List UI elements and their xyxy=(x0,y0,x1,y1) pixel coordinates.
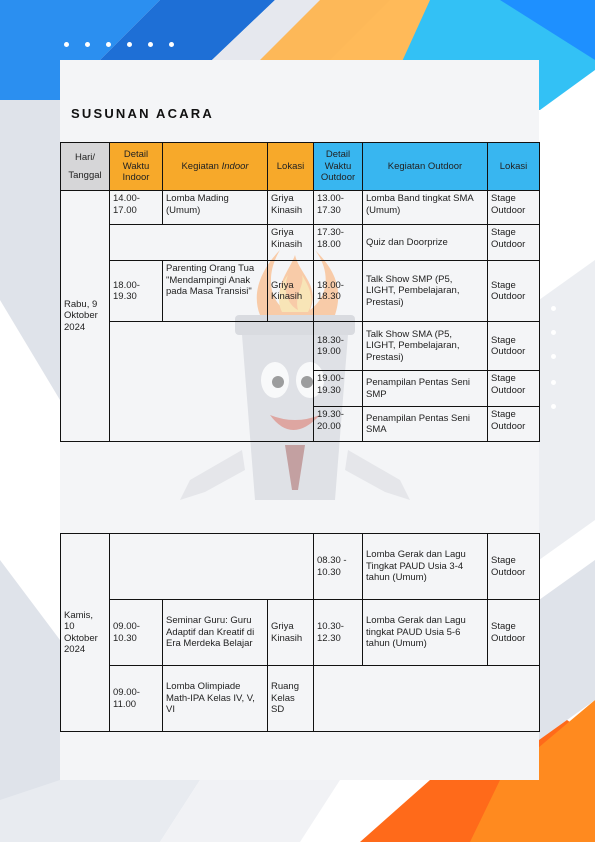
table-row xyxy=(61,322,540,371)
indoor-location: Ruang Kelas SD xyxy=(268,666,314,732)
outdoor-activity: Lomba Gerak dan Lagu tingkat PAUD Usia 5-6 tahun (Umum) xyxy=(363,600,488,666)
outdoor-time: 17.30-18.00 xyxy=(314,225,363,261)
empty-cell xyxy=(110,322,314,442)
indoor-time: 09.00-11.00 xyxy=(110,666,163,732)
schedule-table-day2 xyxy=(60,533,540,732)
header-kegiatan-outdoor: Kegiatan Outdoor xyxy=(363,143,488,191)
decor-dot xyxy=(551,380,556,385)
outdoor-location: Stage Outdoor xyxy=(488,600,540,666)
table-row xyxy=(61,225,540,261)
indoor-activity: Parenting Orang Tua "Mendampingi Anak pada Masa Transisi" xyxy=(163,261,268,322)
table-row xyxy=(61,600,540,666)
outdoor-time: 19.30-20.00 xyxy=(314,407,363,442)
decor-dot xyxy=(148,42,153,47)
indoor-location: Griya Kinasih xyxy=(268,225,314,261)
outdoor-location: Stage Outdoor xyxy=(488,261,540,322)
header-lokasi-outdoor: Lokasi xyxy=(488,143,540,191)
decor-dot xyxy=(551,282,556,287)
decor-dot xyxy=(64,42,69,47)
indoor-time: 18.00-19.30 xyxy=(110,261,163,322)
outdoor-activity: Talk Show SMP (P5, LIGHT, Pembelajaran, Prestasi) xyxy=(363,261,488,322)
decor-dot xyxy=(169,42,174,47)
header-detail-waktu-outdoor: Detail Waktu Outdoor xyxy=(314,143,363,191)
outdoor-activity: Penampilan Pentas Seni SMP xyxy=(363,371,488,407)
day1-date: Rabu, 9 Oktober 2024 xyxy=(61,191,110,442)
decor-dot xyxy=(551,330,556,335)
indoor-activity: Lomba Olimpiade Math-IPA Kelas IV, V, VI xyxy=(163,666,268,732)
outdoor-time: 10.30-12.30 xyxy=(314,600,363,666)
table-row xyxy=(61,261,540,322)
outdoor-location: Stage Outdoor xyxy=(488,191,540,225)
empty-cell xyxy=(110,534,314,600)
header-kegiatan-prefix: Kegiatan xyxy=(181,160,222,172)
outdoor-activity: Quiz dan Doorprize xyxy=(363,225,488,261)
empty-cell xyxy=(314,666,540,732)
outdoor-location: Stage Outdoor xyxy=(488,534,540,600)
table-row xyxy=(61,534,540,600)
table-row xyxy=(61,191,540,225)
indoor-time: 14.00-17.00 xyxy=(110,191,163,225)
indoor-location: Griya Kinasih xyxy=(268,191,314,225)
outdoor-time: 08.30 - 10.30 xyxy=(314,534,363,600)
header-kegiatan-indoor xyxy=(163,143,268,191)
outdoor-time: 18.00-18.30 xyxy=(314,261,363,322)
outdoor-location: Stage Outdoor xyxy=(488,407,540,442)
outdoor-activity: Lomba Band tingkat SMA (Umum) xyxy=(363,191,488,225)
outdoor-location: Stage Outdoor xyxy=(488,225,540,261)
decor-dot xyxy=(551,354,556,359)
outdoor-activity: Talk Show SMA (P5, LIGHT, Pembelajaran, Prestasi) xyxy=(363,322,488,371)
outdoor-activity: Lomba Gerak dan Lagu Tingkat PAUD Usia 3-4 tahun (Umum) xyxy=(363,534,488,600)
header-lokasi-indoor: Lokasi xyxy=(268,143,314,191)
outdoor-location: Stage Outdoor xyxy=(488,322,540,371)
decor-dot xyxy=(106,42,111,47)
empty-cell xyxy=(110,225,268,261)
header-tanggal: Tanggal xyxy=(68,169,102,181)
header-hari: Hari/ xyxy=(74,152,96,163)
header-hari-tanggal xyxy=(61,143,110,191)
page-title: SUSUNAN ACARA xyxy=(71,106,214,121)
indoor-time: 09.00-10.30 xyxy=(110,600,163,666)
indoor-activity: Lomba Mading (Umum) xyxy=(163,191,268,225)
outdoor-time: 18.30-19.00 xyxy=(314,322,363,371)
decor-dot xyxy=(551,306,556,311)
schedule-table-day1 xyxy=(60,142,540,442)
decor-dot xyxy=(85,42,90,47)
indoor-activity: Seminar Guru: Guru Adaptif dan Kreatif di Era Merdeka Belajar xyxy=(163,600,268,666)
decor-dot xyxy=(551,404,556,409)
indoor-location: Griya Kinasih xyxy=(268,600,314,666)
header-indoor-em: Indoor xyxy=(221,160,249,172)
decor-dot xyxy=(127,42,132,47)
header-detail-waktu-indoor: Detail Waktu Indoor xyxy=(110,143,163,191)
outdoor-time: 13.00-17.30 xyxy=(314,191,363,225)
outdoor-activity: Penampilan Pentas Seni SMA xyxy=(363,407,488,442)
indoor-location: Griya Kinasih xyxy=(268,261,314,322)
day2-date: Kamis, 10 Oktober 2024 xyxy=(61,534,110,732)
outdoor-location: Stage Outdoor xyxy=(488,371,540,407)
outdoor-time: 19.00-19.30 xyxy=(314,371,363,407)
table-row xyxy=(61,666,540,732)
